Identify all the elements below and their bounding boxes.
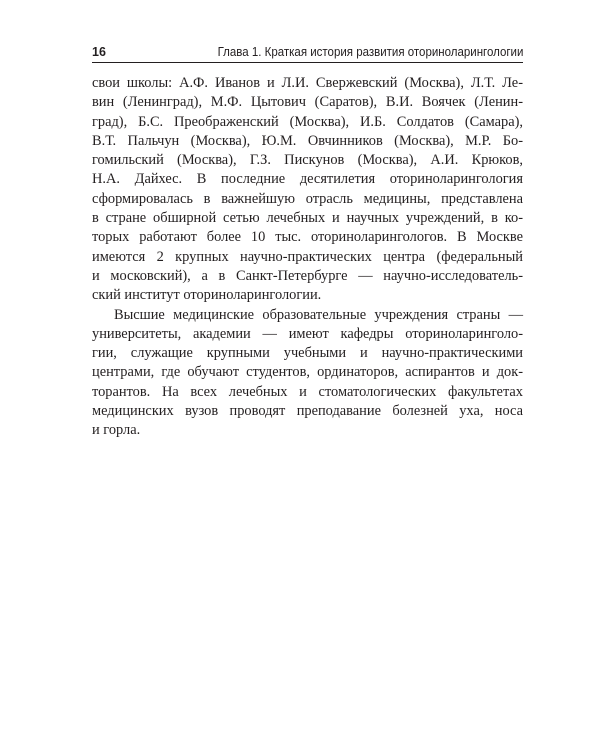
text-line: свои школы: А.Ф. Иванов и Л.И. Свержевский (Москва), Л.Т. Ле- <box>92 75 523 91</box>
page-number: 16 <box>92 45 106 59</box>
paragraph-1 <box>92 74 523 306</box>
text-line: и горла. <box>92 422 141 439</box>
text-line: В.Т. Пальчун (Москва), Ю.М. Овчинников (Москва), М.Р. Бо- <box>92 132 523 149</box>
body-text <box>92 74 523 441</box>
text-line: Н.А. Дайхес. В последние десятилетия оториноларингология <box>92 171 523 188</box>
text-line: гомильский (Москва), Г.З. Пискунов (Москва), А.И. Крюков, <box>92 152 523 169</box>
text-line: и московский), а в Санкт-Петербурге — научно-исследователь- <box>92 267 523 284</box>
text-line: имеются 2 крупных научно-практических центра (федеральный <box>92 248 523 265</box>
text-line: град), Б.С. Преображенский (Москва), И.Б. Солдатов (Самара), <box>92 113 523 130</box>
text-line: гии, служащие крупными учебными и научно-практическими <box>92 345 523 362</box>
text-line: вин (Ленинград), М.Ф. Цытович (Саратов), В.И. Воячек (Ленин- <box>92 94 523 111</box>
text-line: центрами, где обучают студентов, ординаторов, аспирантов и док- <box>92 364 523 381</box>
paragraph-2 <box>92 306 523 441</box>
running-title: Глава 1. Краткая история развития оториноларингологии <box>217 45 523 59</box>
text-line: торых работают более 10 тыс. оториноларингологов. В Москве <box>92 229 523 246</box>
text-line: в стране обширной сетью лечебных и научных учреждений, в ко- <box>92 210 523 227</box>
text-line: университеты, академии — имеют кафедры оториноларинголо- <box>92 325 523 342</box>
text-line: торантов. На всех лечебных и стоматологических факультетах <box>92 383 523 400</box>
text-line: сформировалась в важнейшую отрасль медицины, представлена <box>92 190 523 207</box>
page-header <box>92 42 523 62</box>
text-line: ский институт оториноларингологии. <box>92 287 322 304</box>
text-line: Высшие медицинские образовательные учреждения страны — <box>114 306 523 323</box>
header-divider <box>92 62 523 63</box>
text-line: медицинских вузов проводят преподавание болезней уха, носа <box>92 403 523 420</box>
